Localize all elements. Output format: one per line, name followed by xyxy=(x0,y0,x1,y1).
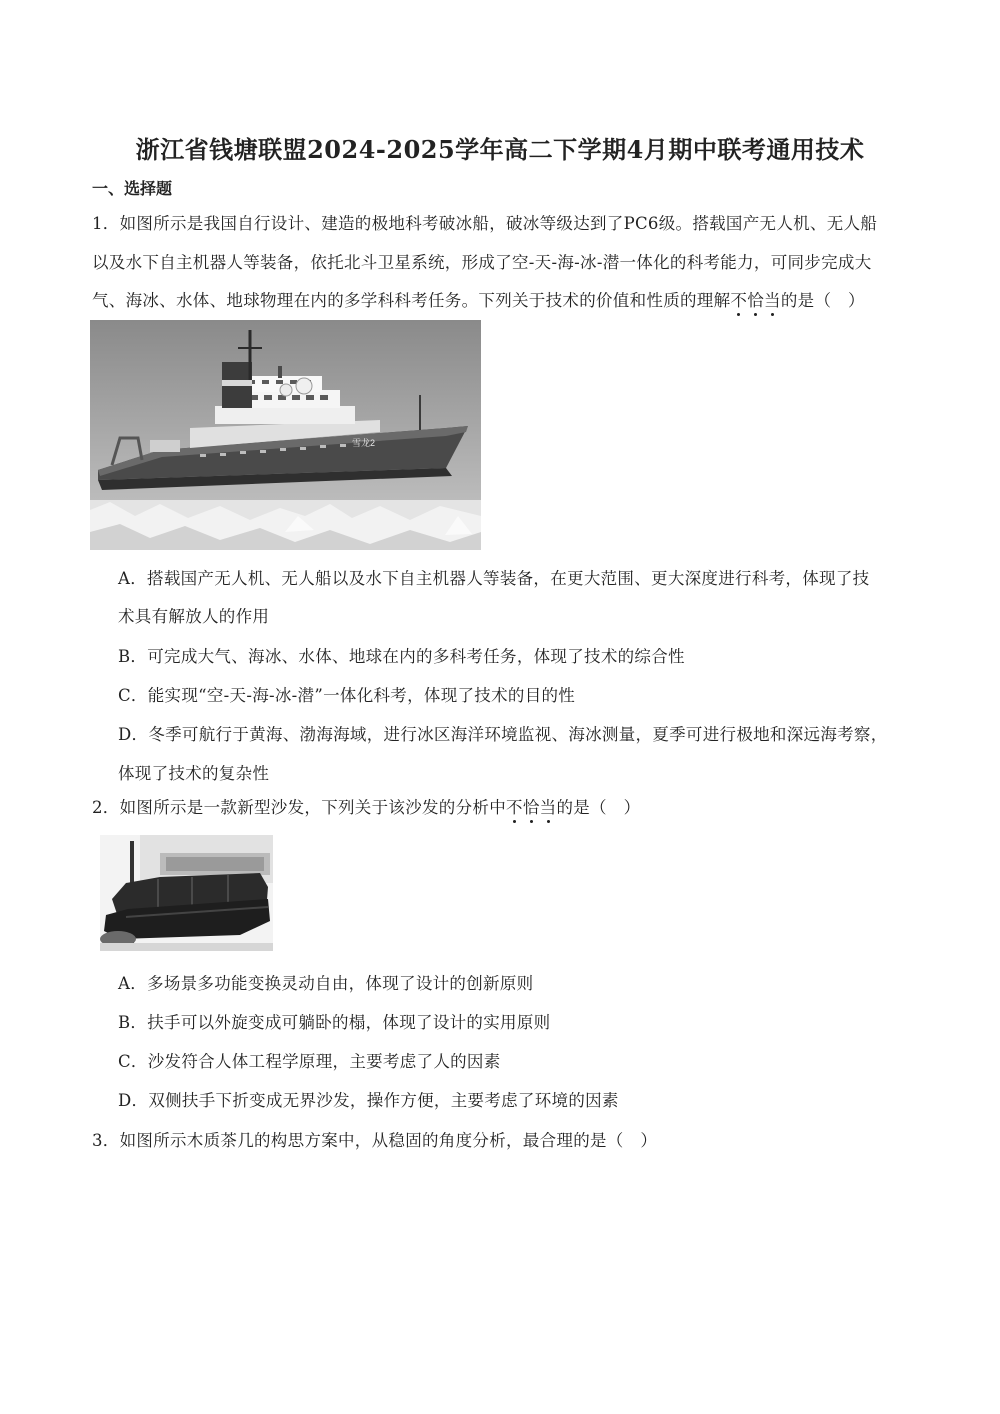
ship-name-text: 雪龙2 xyxy=(352,438,376,448)
emphasis-char: 不 xyxy=(506,794,523,818)
q2-option-b: B．扶手可以外旋变成可躺卧的榻，体现了设计的实用原则 xyxy=(118,1013,551,1032)
icebreaker-ship-figure xyxy=(90,320,481,550)
emphasis-char: 恰 xyxy=(747,287,764,311)
q2-option-d: D．双侧扶手下折变成无界沙发，操作方便，主要考虑了环境的因素 xyxy=(118,1091,619,1110)
sofa-figure xyxy=(100,835,273,951)
q2-stem: 2．如图所示是一款新型沙发，下列关于该沙发的分析中不恰当的是（ ） xyxy=(92,794,640,818)
q2-option-a: A．多场景多功能变换灵动自由，体现了设计的创新原则 xyxy=(118,974,534,993)
q1-option-c: C．能实现“空-天-海-冰-潜”一体化科考，体现了技术的目的性 xyxy=(118,686,576,705)
q1-stem-line-3: 气、海冰、水体、地球物理在内的多学科科考任务。下列关于技术的价值和性质的理解不恰当的是（ ） xyxy=(92,287,865,311)
emphasis-char: 当 xyxy=(764,287,781,311)
q1-option-d-line-2: 体现了技术的复杂性 xyxy=(118,764,270,783)
q1-option-b: B．可完成大气、海冰、水体、地球在内的多科考任务，体现了技术的综合性 xyxy=(118,647,685,666)
q3-stem: 3．如图所示木质茶几的构思方案中，从稳固的角度分析，最合理的是（ ） xyxy=(92,1131,658,1150)
section-heading: 一、选择题 xyxy=(92,179,173,198)
emphasis-char: 当 xyxy=(540,794,557,818)
q2-option-c: C．沙发符合人体工程学原理，主要考虑了人的因素 xyxy=(118,1052,501,1071)
q1-stem-line-2: 以及水下自主机器人等装备，依托北斗卫星系统，形成了空-天-海-冰-潜一体化的科考能力，可同步完成大 xyxy=(92,253,872,272)
q1-option-a-line-2: 术具有解放人的作用 xyxy=(118,607,270,626)
page-title: 浙江省钱塘联盟2024-2025学年高二下学期4月期中联考通用技术 xyxy=(135,135,865,164)
q1-option-d-line-1: D．冬季可航行于黄海、渤海海域，进行冰区海洋环境监视、海冰测量，夏季可进行极地和深远海考察， xyxy=(118,725,888,744)
emphasis-char: 恰 xyxy=(523,794,540,818)
q1-option-a-line-1: A．搭载国产无人机、无人船以及水下自主机器人等装备，在更大范围、更大深度进行科考，体现了技 xyxy=(118,569,870,588)
q1-stem-line-1: 1．如图所示是我国自行设计、建造的极地科考破冰船，破冰等级达到了PC6级。搭载国产无人机、无人船 xyxy=(92,214,878,233)
emphasis-char: 不 xyxy=(730,287,747,311)
